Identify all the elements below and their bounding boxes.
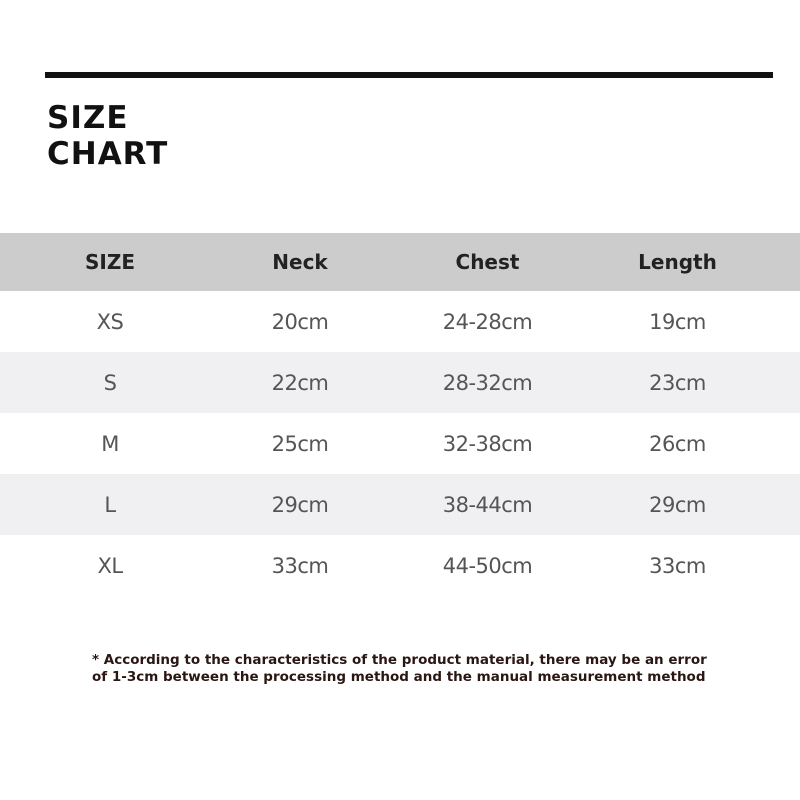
cell-chest: 24-28cm <box>442 309 533 334</box>
cell-size: XL <box>97 553 123 578</box>
table-row <box>0 291 800 352</box>
table-row <box>0 352 800 413</box>
table-header-row <box>0 233 800 291</box>
cell-length: 26cm <box>649 431 706 456</box>
title-line-1: SIZE <box>47 100 129 136</box>
header-neck: Neck <box>272 250 328 274</box>
cell-chest: 32-38cm <box>442 431 533 456</box>
note-line-1: * According to the characteristics of the product material, there may be an error <box>92 652 707 668</box>
cell-length: 19cm <box>649 309 706 334</box>
cell-size: L <box>104 492 116 517</box>
table-row <box>0 535 800 596</box>
note-line-2: of 1-3cm between the processing method and the manual measurement method <box>92 669 706 685</box>
cell-size: XS <box>96 309 124 334</box>
cell-chest: 28-32cm <box>442 370 533 395</box>
header-chest: Chest <box>455 250 520 274</box>
cell-size: M <box>101 431 119 456</box>
title-line-2: CHART <box>47 136 169 172</box>
cell-size: S <box>103 370 117 395</box>
table-row <box>0 474 800 535</box>
cell-chest: 38-44cm <box>442 492 533 517</box>
cell-neck: 33cm <box>271 553 329 578</box>
cell-length: 33cm <box>649 553 706 578</box>
cell-neck: 25cm <box>271 431 329 456</box>
cell-length: 29cm <box>649 492 706 517</box>
size-table <box>0 233 800 596</box>
cell-neck: 29cm <box>271 492 329 517</box>
header-size: SIZE <box>84 250 135 274</box>
cell-chest: 44-50cm <box>442 553 533 578</box>
cell-neck: 22cm <box>271 370 329 395</box>
top-divider <box>45 72 773 78</box>
cell-length: 23cm <box>649 370 706 395</box>
measurement-note <box>92 652 752 686</box>
page-title <box>47 100 168 172</box>
header-length: Length <box>638 250 717 274</box>
cell-neck: 20cm <box>271 309 329 334</box>
table-row <box>0 413 800 474</box>
